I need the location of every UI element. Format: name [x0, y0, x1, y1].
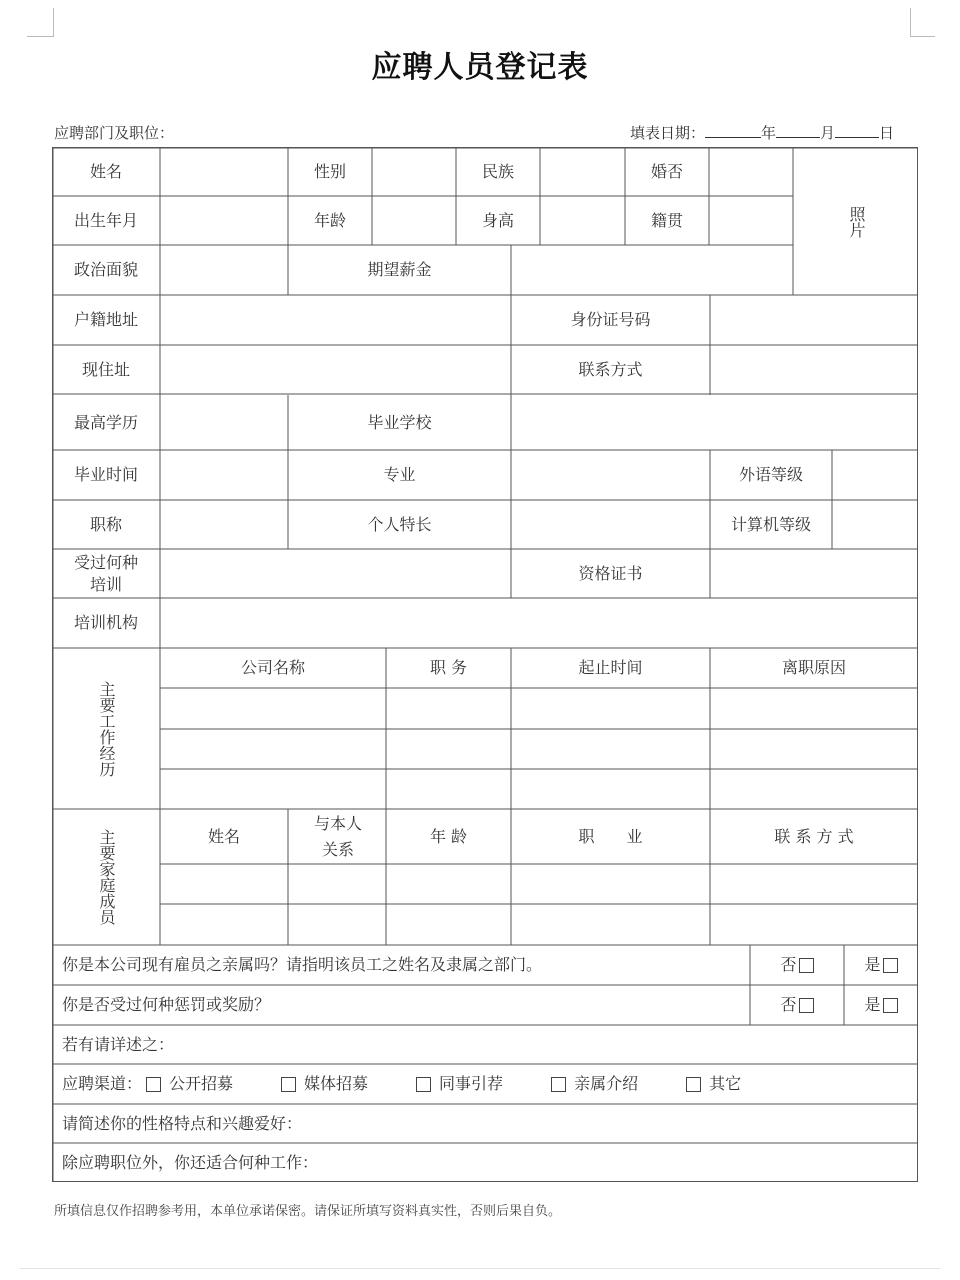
label-salary: 期望薪金	[367, 260, 432, 279]
footer-note: 所填信息仅作招聘参考用，本单位承诺保密。请保证所填写资料真实性，否则后果自负。	[54, 1204, 562, 1219]
family-col-name: 姓名	[207, 826, 240, 846]
label-marital: 婚否	[650, 161, 683, 181]
checkbox-icon[interactable]	[551, 1077, 566, 1092]
label-training: 受过何种培训	[73, 553, 138, 594]
checkbox-icon[interactable]	[281, 1077, 296, 1092]
label-height: 身高	[481, 210, 514, 230]
channel-row	[52, 1064, 918, 1104]
other-job-prompt: 除应聘职位外，你还适合何种工作：	[62, 1152, 319, 1172]
label-major: 专业	[383, 465, 416, 484]
label-hukou: 户籍地址	[73, 310, 138, 329]
no-label: 否	[780, 955, 797, 974]
label-ethnicity: 民族	[481, 161, 514, 181]
punish-yes-option[interactable]	[844, 985, 918, 1025]
family-col-contact: 联 系 方 式	[774, 826, 854, 846]
label-language: 外语等级	[738, 465, 803, 484]
crop-mark-top-left	[27, 8, 54, 37]
channel-label: 应聘渠道：	[62, 1074, 143, 1093]
checkbox-icon[interactable]	[799, 958, 814, 973]
channel-relative-label: 亲属介绍	[574, 1074, 639, 1093]
label-school: 毕业学校	[367, 412, 432, 432]
crop-mark-top-right	[910, 8, 935, 37]
checkbox-icon[interactable]	[883, 958, 898, 973]
label-age: 年龄	[313, 210, 346, 230]
label-computer: 计算机等级	[730, 514, 811, 534]
detail-prompt: 若有请详述之：	[62, 1034, 175, 1054]
month-blank[interactable]	[776, 123, 820, 138]
relative-yes-option[interactable]	[844, 945, 918, 985]
channel-other-label: 其它	[709, 1074, 742, 1093]
family-col-relation: 与本人关系	[313, 814, 362, 859]
fill-date	[630, 122, 894, 143]
channel-relative[interactable]	[547, 1071, 638, 1097]
family-col-occupation: 职 业	[578, 826, 643, 846]
work-col-leave-reason: 离职原因	[781, 658, 846, 677]
personality-prompt: 请简述你的性格特点和兴趣爱好：	[62, 1113, 303, 1133]
relative-no-option[interactable]	[750, 945, 844, 985]
question-punish: 你是否受过何种惩罚或奖励？	[62, 995, 271, 1014]
label-grad-time: 毕业时间	[73, 465, 138, 484]
label-title: 职称	[89, 514, 122, 534]
channel-public[interactable]	[142, 1071, 233, 1097]
checkbox-icon[interactable]	[799, 998, 814, 1013]
checkbox-icon[interactable]	[146, 1077, 161, 1092]
question-relative: 你是本公司现有雇员之亲属吗？请指明该员工之姓名及隶属之部门。	[62, 955, 543, 974]
label-contact: 联系方式	[578, 360, 643, 379]
punish-no-option[interactable]	[750, 985, 844, 1025]
dept-position-label: 应聘部门及职位：	[54, 124, 175, 142]
label-institution: 培训机构	[73, 613, 138, 632]
fill-date-label: 填表日期：	[630, 124, 706, 142]
checkbox-icon[interactable]	[686, 1077, 701, 1092]
label-address: 现住址	[81, 360, 130, 379]
label-birth: 出生年月	[73, 210, 138, 230]
label-native-place: 籍贯	[650, 210, 683, 230]
label-id-number: 身份证号码	[570, 310, 651, 329]
work-col-company: 公司名称	[240, 658, 305, 677]
section-family: 主要家庭成员	[97, 829, 116, 925]
label-certificate: 资格证书	[578, 563, 643, 583]
channel-media[interactable]	[277, 1071, 368, 1097]
year-blank[interactable]	[705, 123, 761, 138]
channel-other[interactable]	[682, 1071, 741, 1097]
label-education: 最高学历	[73, 412, 138, 432]
work-col-period: 起止时间	[578, 658, 643, 677]
label-name: 姓名	[89, 161, 122, 181]
checkbox-icon[interactable]	[416, 1077, 431, 1092]
checkbox-icon[interactable]	[883, 998, 898, 1013]
work-col-position: 职 务	[429, 658, 468, 677]
photo-placeholder: 照片	[847, 206, 866, 238]
label-specialty: 个人特长	[367, 514, 432, 534]
channel-colleague[interactable]	[412, 1071, 503, 1097]
year-label: 年	[761, 124, 777, 142]
channel-public-label: 公开招募	[169, 1074, 234, 1093]
page-title: 应聘人员登记表	[371, 50, 589, 85]
family-col-age: 年 龄	[429, 826, 468, 846]
no-label: 否	[780, 995, 797, 1014]
registration-form	[52, 147, 918, 1182]
month-label: 月	[820, 124, 836, 142]
section-work-history: 主要工作经历	[97, 680, 116, 777]
day-label: 日	[879, 124, 895, 142]
yes-label: 是	[864, 955, 881, 974]
channel-colleague-label: 同事引荐	[439, 1074, 504, 1093]
label-gender: 性别	[313, 161, 346, 181]
day-blank[interactable]	[835, 123, 879, 138]
yes-label: 是	[864, 995, 881, 1014]
label-political: 政治面貌	[73, 260, 138, 279]
channel-media-label: 媒体招募	[304, 1074, 369, 1093]
page-divider	[20, 1268, 940, 1269]
